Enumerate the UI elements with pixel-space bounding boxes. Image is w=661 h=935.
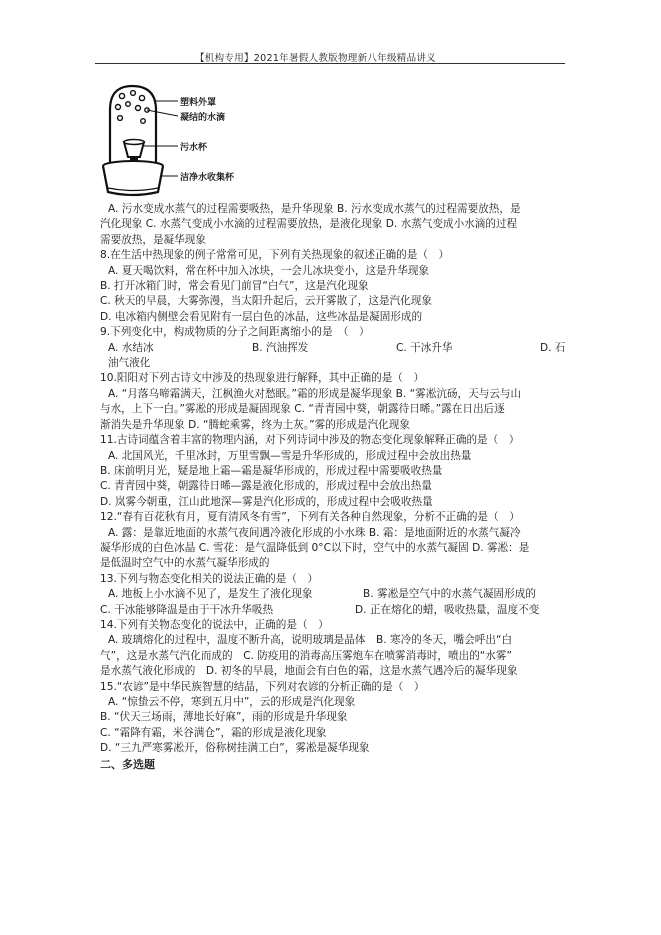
text-block-1 [100, 202, 570, 341]
text-line: D. 电冰箱内侧壁会看见附有一层白色的冰晶，这些冰晶是凝固形成的 [100, 310, 423, 323]
figure-label-dirty-cup: 污水杯 [180, 143, 208, 153]
q13-option: B. 雾凇是空气中的水蒸气凝固形成的 [363, 588, 536, 601]
question-content [100, 202, 570, 772]
text-line: 凝华形成的白色冰晶 C. 雪花：是气温降低到 0°C以下时，空气中的水蒸气凝固 D. 雾凇：是 [100, 541, 530, 554]
text-line: A. 污水变成水蒸气的过程需要吸热，是升华现象 B. 污水变成水蒸气的过程需要放热，是 [108, 203, 521, 215]
text-line: A. “月落乌啼霜满天，江枫渔火对愁眠。”霜的形成是凝华现象 B. “雾凇沆砀，天与云与山 [108, 387, 522, 400]
text-line: 与水，上下一白。”雾凇的形成是凝固现象 C. “青青园中葵，朝露待日晞。”露在日出后逐 [100, 403, 505, 416]
q13-option-row [100, 587, 570, 602]
text-block-2 [100, 356, 570, 587]
text-line: 13.下列与物态变化相关的说法正确的是（ ） [100, 572, 319, 585]
q9-option-b: B. 汽油挥发 [252, 341, 309, 354]
text-line: B. 打开冰箱门时，常会看见门前冒“白气”，这是汽化现象 [100, 280, 369, 293]
text-line: A. 露：是靠近地面的水蒸气夜间遇冷液化形成的小水珠 B. 霜：是地面附近的水蒸气凝冷 [108, 526, 521, 539]
text-line: C. 青青园中葵，朝露待日晞—露是液化形成的，形成过程中会放出热量 [100, 480, 432, 493]
q13-options [100, 587, 570, 618]
section-heading: 二、多选题 [100, 757, 155, 771]
text-line: B. “伏天三场雨，薄地长好麻”，雨的形成是升华现象 [100, 711, 348, 724]
q9-option-d: D. 石 [540, 341, 566, 354]
text-line: A. 北国风光，千里冰封，万里雪飘—雪是升华形成的，形成过程中会放出热量 [108, 449, 472, 462]
text-line: C. “霜降有霜，米谷满仓”，霜的形成是液化现象 [100, 726, 327, 739]
text-line: D. “三九严寒雾凇开，俗称树挂满工白”，雾凇是凝华现象 [100, 742, 370, 755]
text-line: B. 床前明月光，疑是地上霜—霜是凝华形成的，形成过程中需要吸收热量 [100, 464, 443, 477]
text-line: A. 夏天喝饮料，常在杯中加入冰块，一会儿冰块变小，这是升华现象 [108, 264, 430, 277]
text-line: A. 玻璃熔化的过程中，温度不断升高，说明玻璃是晶体 B. 寒冷的冬天，嘴会呼出“白 [108, 634, 513, 647]
figure-label-droplets: 凝结的水滴 [180, 113, 226, 123]
text-line: 14.下列有关物态变化的说法中，正确的是（ ） [100, 618, 329, 631]
q13-option: A. 地板上小水滴不见了，是发生了液化现象 [108, 588, 313, 601]
text-line: 渐消失是升华现象 D. “腾蛇乘雾，终为土灰。”雾的形成是汽化现象 [100, 418, 410, 431]
text-line: 10.阳阳对下列古诗文中涉及的热现象进行解释，其中正确的是（ ） [100, 372, 425, 385]
text-line: 汽化现象 C. 水蒸气变成小水滴的过程需要放热，是液化现象 D. 水蒸气变成小水滴的过程 [100, 218, 518, 231]
text-line: 12.“春有百花秋有月，夏有清风冬有雪”，下列有关各种自然现象，分析不正确的是（ ） [100, 511, 520, 524]
header-rule [95, 63, 565, 64]
q13-option-row [100, 603, 570, 618]
q9-option-a: A. 水结冰 [108, 341, 154, 354]
text-line: 是水蒸气液化形成的 D. 初冬的早晨，地面会有白色的霜，这是水蒸气遇冷后的凝华现象 [100, 665, 518, 678]
text-line: D. 岚雾今朝重，江山此地深—雾是汽化形成的，形成过程中会吸收热量 [100, 495, 433, 508]
text-line: 气”，这是水蒸气汽化而成的 C. 防疫用的消毒高压雾炮车在喷雾消毒时，喷出的“水雾” [100, 649, 512, 662]
q9-option-c: C. 干冰升华 [396, 341, 453, 354]
text-line: 需要放热，是凝华现象 [100, 233, 206, 246]
text-line: 9.下列变化中，构成物质的分子之间距离缩小的是 （ ） [100, 326, 370, 339]
text-line: C. 秋天的早晨，大雾弥漫，当太阳升起后，云开雾散了，这是汽化现象 [100, 295, 432, 308]
page-header: 【机构专用】2021年暑假人教版物理新八年级精品讲义 [195, 53, 436, 64]
q9-options [100, 341, 570, 356]
q13-option: D. 正在熔化的蜡，吸收热量，温度不变 [355, 603, 540, 616]
text-line: 是低温时空气中的水蒸气凝华形成的 [100, 557, 270, 570]
text-line: 8.在生活中热现象的例子常常可见，下列有关热现象的叙述正确的是（ ） [100, 249, 450, 262]
text-line: 15.“农谚”是中华民族智慧的结晶，下列对农谚的分析正确的是（ ） [100, 680, 425, 693]
text-line: 油气液化 [108, 357, 151, 370]
text-block-3 [100, 618, 570, 757]
figure-label-cover: 塑料外罩 [180, 98, 217, 108]
text-line: 11.古诗词蕴含着丰富的物理内涵，对下列诗词中涉及的物态变化现象解释正确的是（ ） [100, 434, 520, 447]
q13-option: C. 干冰能够降温是由于干冰升华吸热 [100, 603, 274, 616]
text-line: A. “惊蛰云不停，寒到五月中”，云的形成是汽化现象 [108, 696, 356, 708]
apparatus-figure [98, 80, 298, 200]
figure-label-clean-cup: 洁净水收集杯 [180, 173, 235, 183]
